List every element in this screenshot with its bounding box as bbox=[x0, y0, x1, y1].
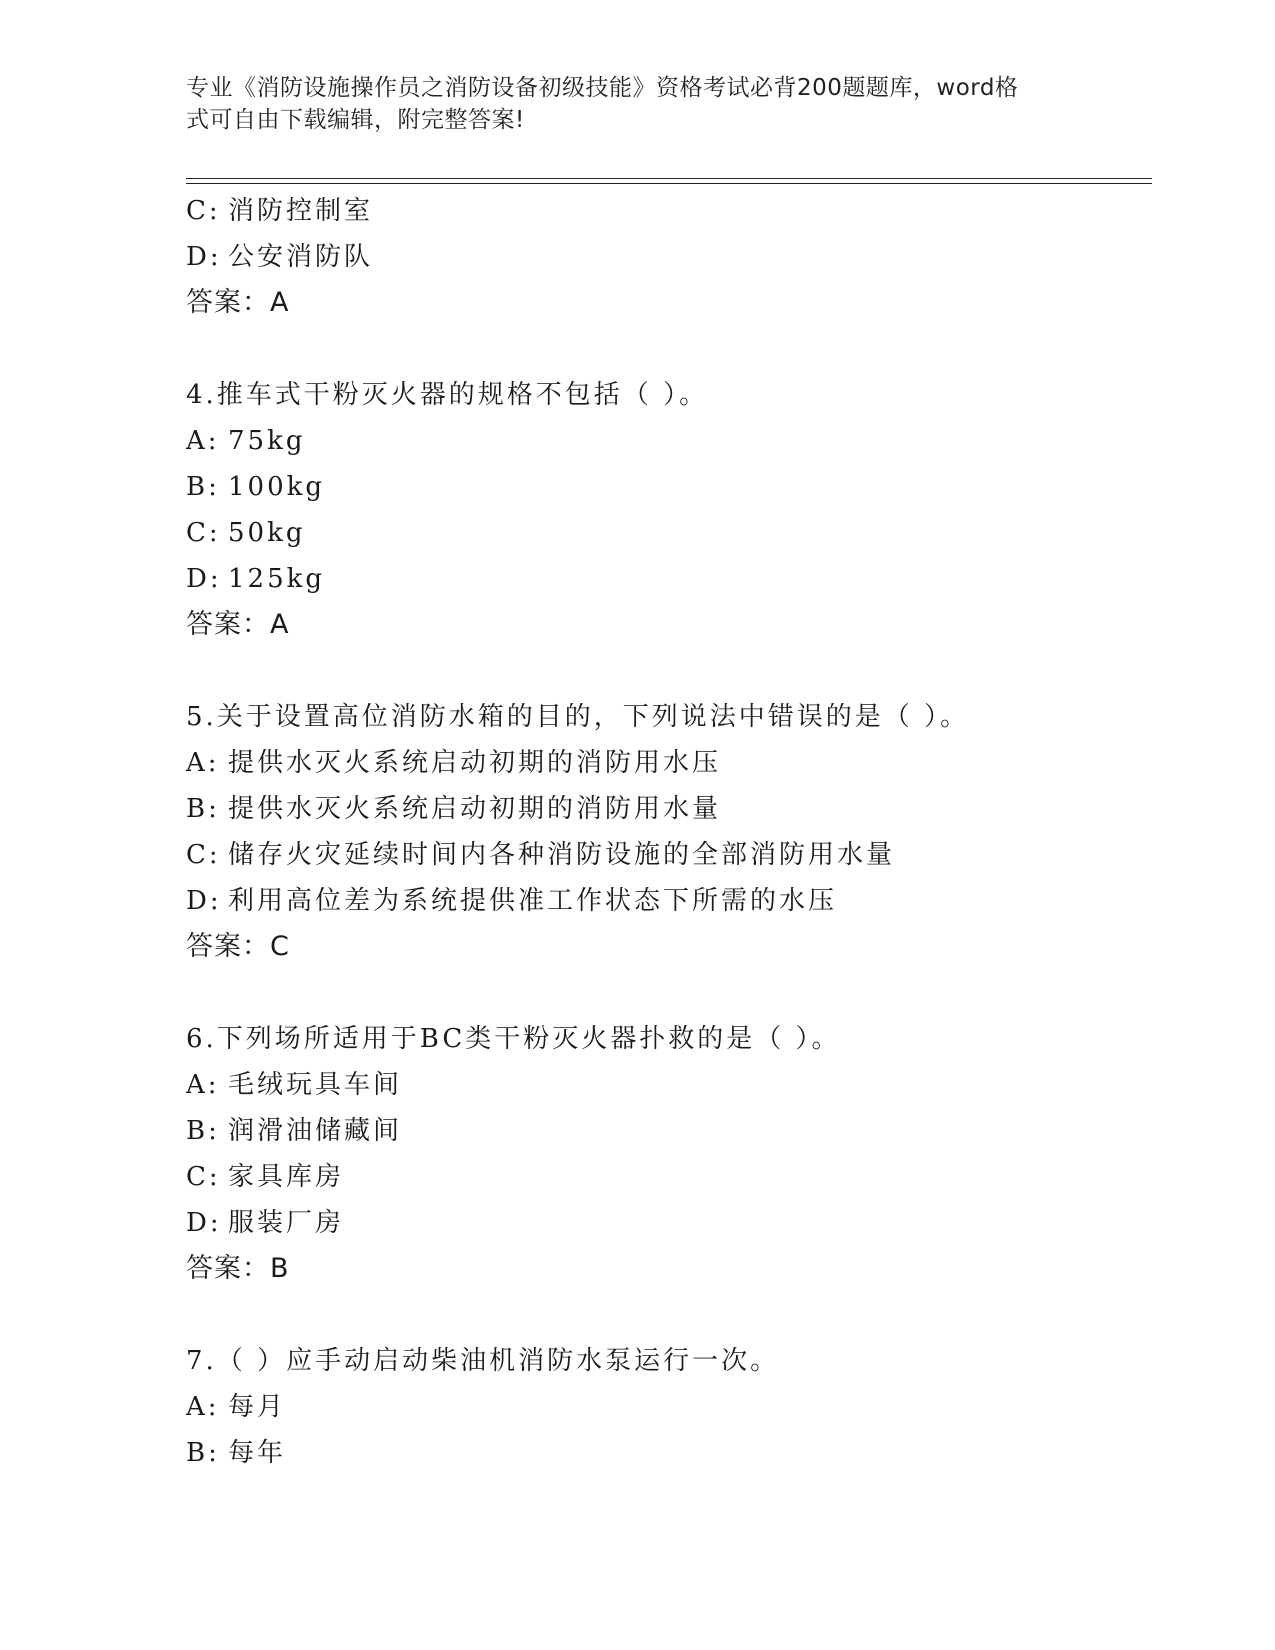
header-divider-bottom bbox=[186, 183, 1152, 184]
option-key: A: bbox=[186, 1392, 220, 1422]
option-text: 消防控制室 bbox=[228, 196, 374, 226]
option-line bbox=[186, 464, 1146, 510]
option-key: B: bbox=[186, 472, 220, 502]
document-header bbox=[186, 72, 1066, 136]
option-line bbox=[186, 832, 1146, 878]
option-line bbox=[186, 1108, 1146, 1154]
answer-line: 答案：C bbox=[186, 931, 290, 962]
option-line bbox=[186, 786, 1146, 832]
option-text: 50kg bbox=[228, 518, 306, 548]
option-key: A: bbox=[186, 1070, 220, 1100]
option-key: B: bbox=[186, 794, 220, 824]
option-text: 每月 bbox=[228, 1392, 287, 1422]
option-text: 利用高位差为系统提供准工作状态下所需的水压 bbox=[228, 886, 838, 916]
header-divider-top bbox=[186, 178, 1152, 179]
option-line bbox=[186, 510, 1146, 556]
option-key: A: bbox=[186, 426, 220, 456]
option-text: 提供水灭火系统启动初期的消防用水量 bbox=[228, 794, 722, 824]
option-text: 100kg bbox=[228, 472, 326, 502]
option-line bbox=[186, 188, 1146, 234]
option-key: C: bbox=[186, 196, 221, 226]
answer-line: 答案：A bbox=[186, 609, 290, 640]
option-text: 每年 bbox=[228, 1438, 287, 1468]
option-key: C: bbox=[186, 1162, 221, 1192]
option-line bbox=[186, 418, 1146, 464]
option-text: 125kg bbox=[228, 564, 326, 594]
header-line-1: 专业《消防设施操作员之消防设备初级技能》资格考试必背200题题库，word格 bbox=[186, 75, 1019, 101]
option-key: C: bbox=[186, 840, 221, 870]
option-line bbox=[186, 1430, 1146, 1476]
option-line bbox=[186, 1384, 1146, 1430]
option-key: A: bbox=[186, 748, 220, 778]
question-text: 5.关于设置高位消防水箱的目的，下列说法中错误的是（ ）。 bbox=[186, 702, 970, 732]
option-line bbox=[186, 234, 1146, 280]
option-line bbox=[186, 1200, 1146, 1246]
question-text: 7.（ ）应手动启动柴油机消防水泵运行一次。 bbox=[186, 1346, 780, 1376]
answer-line: 答案：A bbox=[186, 287, 290, 318]
question-text: 6.下列场所适用于BC类干粉灭火器扑救的是（ ）。 bbox=[186, 1024, 841, 1054]
question-text: 4.推车式干粉灭火器的规格不包括（ ）。 bbox=[186, 380, 709, 410]
header-line-2: 式可自由下载编辑，附完整答案! bbox=[186, 107, 525, 133]
option-line bbox=[186, 556, 1146, 602]
option-text: 毛绒玩具车间 bbox=[228, 1070, 403, 1100]
option-text: 公安消防队 bbox=[228, 242, 374, 272]
option-text: 75kg bbox=[228, 426, 306, 456]
option-line bbox=[186, 740, 1146, 786]
option-text: 提供水灭火系统启动初期的消防用水压 bbox=[228, 748, 722, 778]
option-key: D: bbox=[186, 1208, 222, 1238]
option-line bbox=[186, 1154, 1146, 1200]
option-text: 润滑油储藏间 bbox=[228, 1116, 403, 1146]
option-text: 服装厂房 bbox=[228, 1208, 345, 1238]
option-key: B: bbox=[186, 1438, 220, 1468]
option-key: C: bbox=[186, 518, 221, 548]
option-text: 家具库房 bbox=[228, 1162, 345, 1192]
question-list bbox=[186, 188, 1146, 1476]
option-key: B: bbox=[186, 1116, 220, 1146]
option-key: D: bbox=[186, 564, 222, 594]
option-text: 储存火灾延续时间内各种消防设施的全部消防用水量 bbox=[228, 840, 896, 870]
option-line bbox=[186, 878, 1146, 924]
option-key: D: bbox=[186, 886, 222, 916]
answer-line: 答案：B bbox=[186, 1253, 290, 1284]
option-line bbox=[186, 1062, 1146, 1108]
option-key: D: bbox=[186, 242, 222, 272]
